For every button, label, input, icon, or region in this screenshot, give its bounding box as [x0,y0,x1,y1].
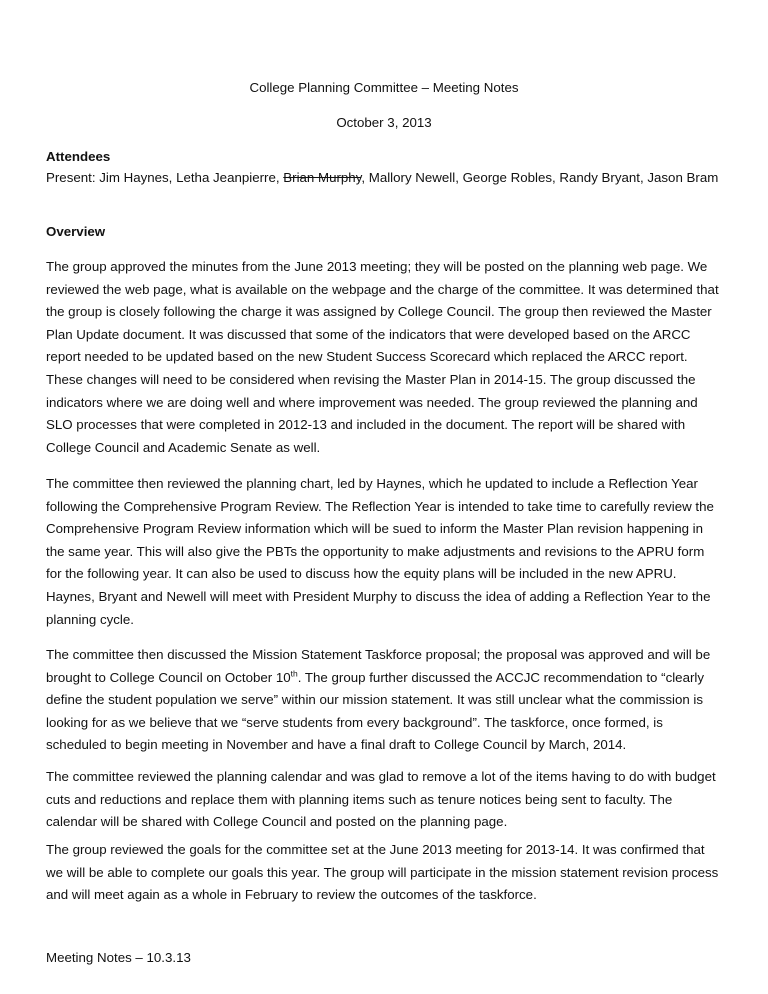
mission-text-2: . The group further discussed the ACCJC recommendation to “clearly define the student population we serve” within our mission statement. It was still unclear what the commission is looking for as we believe that we “serve students from every background”. The taskforce, once formed, is scheduled to begin meeting in November and have a final draft to College Council by March, 2014. [46,669,705,753]
overview-heading: Overview [46,224,106,239]
attendee-names-1: Jim Haynes, Letha Jeanpierre, [99,170,284,185]
document-date: October 3, 2013 [336,115,432,130]
present-label: Present: [46,170,100,185]
ordinal-superscript: th [290,668,298,679]
paragraph-planning-calendar: The committee reviewed the planning calendar and was glad to remove a lot of the items having to do with budget cuts and reductions and replace them with planning items such as tenure notices being sent to faculty. The calendar will be shared with College Council and posted on the planning page. [46,769,716,830]
mission-text-1: The committee then discussed the Mission Statement Taskforce proposal; the proposal was approved and will be brought to College Council on October 10 [46,647,711,685]
paragraph-planning-chart: The committee then reviewed the planning chart, led by Haynes, which he updated to include a Reflection Year following the Comprehensive Program Review. The Reflection Year is intended to take time to carefully review the Comprehensive Program Review information which will be sued to inform the Master Plan revision happening in the same year. This will also give the PBTs the opportunity to make adjustments and revisions to the APRU form for the following year. It can also be used to discuss how the equity plans will be included in the new APRU. Haynes, Bryant and Newell will meet with President Murphy to discuss the idea of adding a Reflection Year to the planning cycle. [46,476,714,627]
paragraph-mission-statement [46,644,722,757]
paragraph-committee-goals: The group reviewed the goals for the committee set at the June 2013 meeting for 2013-14. It was confirmed that we will be able to complete our goals this year. The group will participate in the mission statement revision process and will meet again as a whole in February to review the outcomes of the taskforce. [46,842,719,903]
attendees-list [46,167,722,188]
struck-attendee-name: Brian Murphy [283,170,362,185]
page-footer: Meeting Notes – 10.3.13 [46,950,191,965]
document-title: College Planning Committee – Meeting Notes [249,80,519,95]
paragraph-minutes-approval: The group approved the minutes from the June 2013 meeting; they will be posted on the planning web page. We reviewed the web page, what is available on the webpage and the charge of the committee. It was determined that the group is closely following the charge it was assigned by College Council. The group then reviewed the Master Plan Update document. It was discussed that some of the indicators that were developed based on the ARCC report needed to be updated based on the new Student Success Scorecard which replaced the ARCC report. These changes will need to be considered when revising the Master Plan in 2014-15. The group discussed the indicators where we are doing well and where improvement was needed. The group reviewed the planning and SLO processes that were completed in 2012-13 and included in the document. The report will be shared with College Council and Academic Senate as well. [46,259,719,455]
attendee-names-2: , Mallory Newell, George Robles, Randy Bryant, Jason Bram [361,170,719,185]
attendees-heading: Attendees [46,149,111,164]
